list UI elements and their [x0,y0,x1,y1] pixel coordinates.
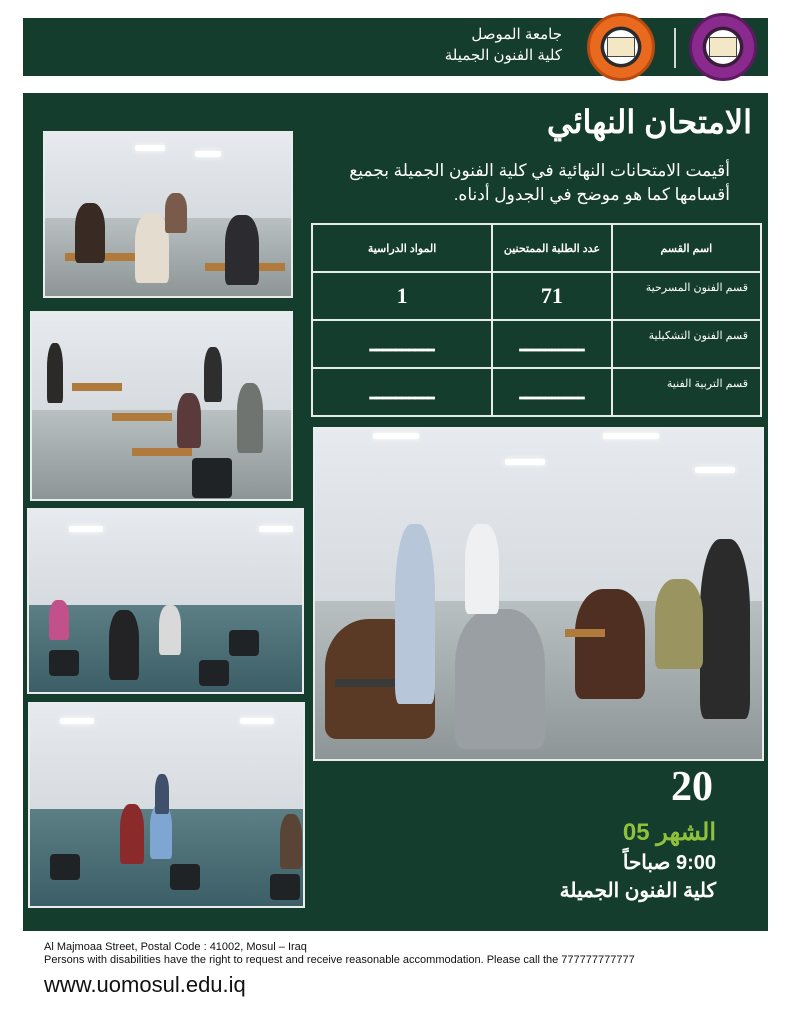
exam-venue: كلية الفنون الجميلة [559,880,716,902]
exam-hall-photo [313,427,764,761]
exam-hall-photo [43,131,293,298]
header-students: عدد الطلبة الممتحنين [492,224,612,272]
footer-address: Al Majmoaa Street, Postal Code : 41002, Mosul – Iraq [44,941,307,953]
exam-hall-photo [30,311,293,501]
university-name: جامعة الموصل [471,26,562,43]
website-link[interactable]: www.uomosul.edu.iq [44,972,246,997]
subjects-cell: 1 [312,272,492,320]
main-panel [23,93,768,931]
header-divider [674,28,676,68]
subjects-cell: ــــــــــ [312,320,492,368]
table-row [312,368,761,416]
exam-hall-photo [27,508,304,694]
college-name: كلية الفنون الجميلة [444,47,562,64]
organization-name [445,24,562,66]
exam-time: 9:00 صباحاً [622,852,716,874]
students-cell: ــــــــــ [492,320,612,368]
footer [44,941,635,967]
department-cell: قسم الفنون التشكيلية [612,320,761,368]
header-subjects: المواد الدراسية [312,224,492,272]
university-logo [587,13,655,81]
footer-accessibility-note: Persons with disabilities have the right to request and receive reasonable accommodation. Please call the 777777777777 [44,954,635,966]
intro-text: أقيمت الامتحانات النهائية في كلية الفنون الجميلة بجميع أقسامها كما هو موضح في الجدول أدناه. [349,161,730,204]
department-cell: قسم التربية الفنية [612,368,761,416]
exam-hall-photo [28,702,305,908]
students-cell: 71 [492,272,612,320]
subjects-cell: ــــــــــ [312,368,492,416]
exam-day: 20 [671,764,713,810]
page-title: الامتحان النهائي [546,104,752,140]
exam-table [311,223,762,417]
department-cell: قسم الفنون المسرحية [612,272,761,320]
college-logo [689,13,757,81]
header-bar [23,18,768,76]
exam-month: الشهر 05 [622,819,716,846]
table-row [312,320,761,368]
students-cell: ــــــــــ [492,368,612,416]
table-row [312,272,761,320]
table-header-row [312,224,761,272]
header-department: اسم القسم [612,224,761,272]
